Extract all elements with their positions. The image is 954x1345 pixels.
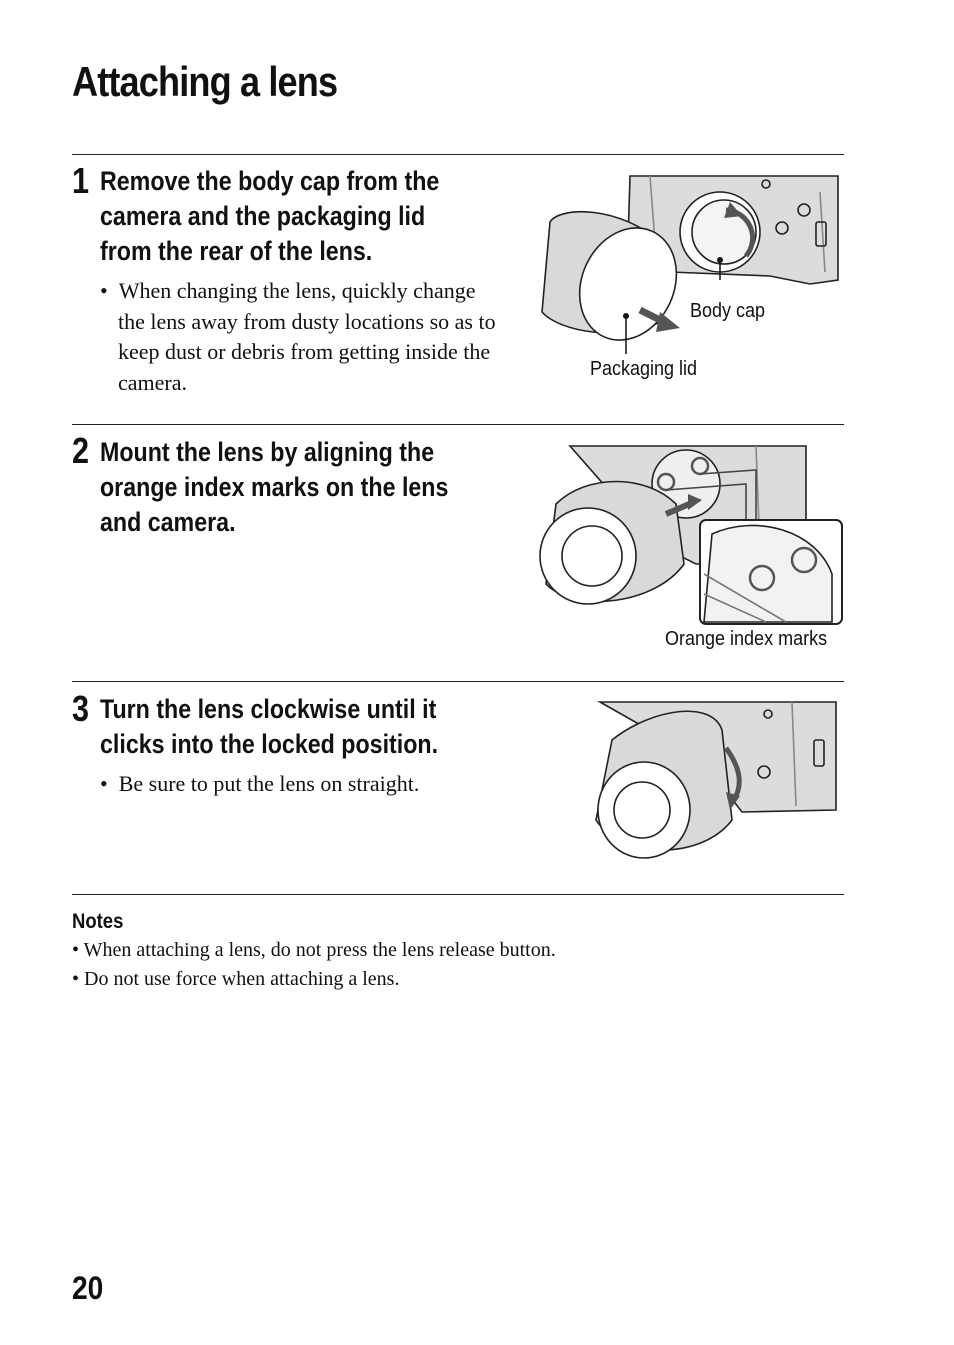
step-number: 3 <box>72 688 90 729</box>
lens-rotate-illustration <box>592 700 842 860</box>
index-marks-label: Orange index marks <box>665 628 828 650</box>
section-divider <box>72 681 844 682</box>
page-title: Attaching a lens <box>72 58 338 105</box>
bullet-text: When changing the lens, quickly change the lens away from dusty locations so as to keep dust or debris from getting inside the camera. <box>118 278 496 395</box>
step-number: 1 <box>72 160 90 201</box>
step-bullet <box>100 276 498 398</box>
notes-title: Notes <box>72 910 124 933</box>
step-heading: Mount the lens by aligning the orange index marks on the lens and camera. <box>100 437 449 537</box>
section-divider <box>72 424 844 425</box>
notes-list <box>72 936 556 994</box>
note-item: • Do not use force when attaching a lens. <box>72 968 400 990</box>
step-heading: Turn the lens clockwise until it clicks into the locked position. <box>100 694 439 759</box>
camera-body-cap-illustration <box>520 172 844 372</box>
bullet-text: Be sure to put the lens on straight. <box>118 771 420 796</box>
step-heading: Remove the body cap from the camera and the packaging lid from the rear of the lens. <box>100 166 440 266</box>
body-cap-label: Body cap <box>690 300 766 322</box>
bullet-glyph: • <box>72 968 80 990</box>
page-number: 20 <box>72 1270 104 1306</box>
bullet-glyph: • <box>72 939 80 961</box>
lens-alignment-illustration <box>536 444 844 626</box>
bullet-glyph: • <box>100 771 108 796</box>
section-divider <box>72 894 844 895</box>
step-number: 2 <box>72 430 90 471</box>
bullet-glyph: • <box>100 278 108 303</box>
note-item: • When attaching a lens, do not press the lens release button. <box>72 939 556 961</box>
packaging-lid-label: Packaging lid <box>590 358 698 380</box>
section-divider <box>72 154 844 155</box>
step-bullet <box>100 769 498 800</box>
